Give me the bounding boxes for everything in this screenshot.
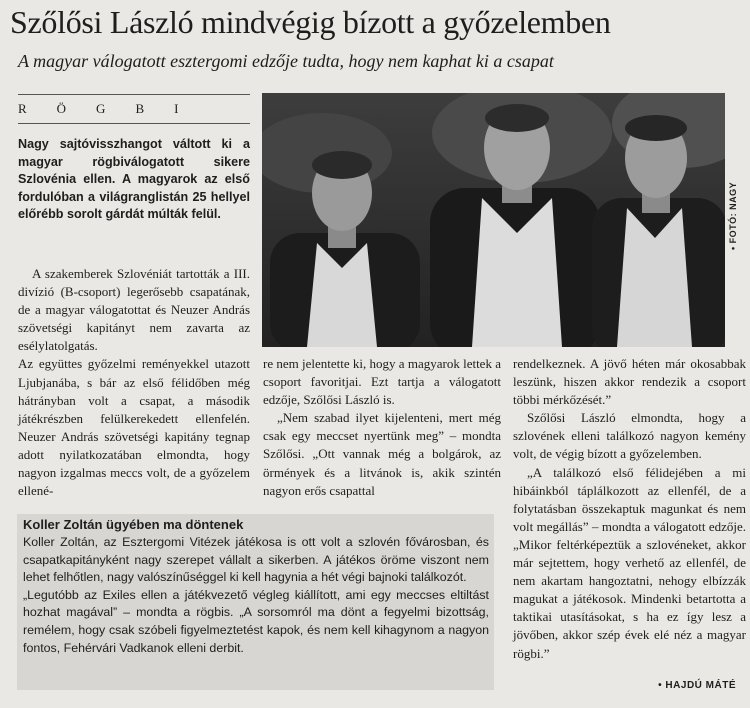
column-paragraph: A szakemberek Szlovéniát tartották a III. divízió (B-csoport) legerősebb csapatának, de a magyar válogatottat és Neuzer András szövetségi kapitányt nem zavarta az esélylatolgatás. bbox=[18, 266, 250, 354]
article-subhead: A magyar válogatott esztergomi edzője tudta, hogy nem kaphat ki a csapat bbox=[18, 51, 554, 71]
article-column-1 bbox=[18, 265, 250, 500]
column-paragraph: „Nem szabad ilyet kijelenteni, mert még csak egy meccset nyertünk meg” – mondta Szőlősi. „Ott vannak még a bolgárok, az örmények és a litvánok is, akik szintén nagyon erős csapattal bbox=[263, 410, 501, 498]
column-paragraph: Az együttes győzelmi reményekkel utazott Ljubjanába, s bár az első félidőben még hátrányban volt a csapat, a második játékrészben felülkerekedett ellenfelén. Neuzer András szövetségi kapitány tegnap adott nyilatkozatában elmondta, hogy nagyon izgalmas meccs volt, de a győzelem ellené- bbox=[18, 356, 250, 499]
sidebar-body bbox=[23, 534, 489, 657]
column-paragraph: rendelkeznek. A jövő héten már okosabbak leszünk, hiszen akkor rendezik a csoport többi mérkőzését.” bbox=[513, 356, 746, 408]
article-column-2 bbox=[263, 355, 501, 500]
article-column-3 bbox=[513, 355, 746, 663]
column-paragraph: re nem jelentette ki, hogy a magyarok lettek a csoport favoritjai. Ezt tartja a válogatott edzője, Szőlősi László is. bbox=[263, 356, 501, 408]
column-paragraph: Szőlősi László elmondta, hogy a szlovének elleni találkozó nagyon kemény volt, de végig bízott a győzelemben. bbox=[513, 410, 746, 462]
photo-credit: • FOTÓ: NAGY bbox=[728, 181, 738, 250]
article-headline: Szőlősi László mindvégig bízott a győzelemben bbox=[10, 4, 611, 40]
article-byline: • HAJDÚ MÁTÉ bbox=[658, 680, 736, 691]
column-paragraph: „A találkozó első félidejében a mi hibáinkból táplálkozott az ellenfél, de a folytatásban összekaptuk magunkat és nem volt megállás” – mondta a válogatott edzője. „Mikor feltérképeztük a szlovéneket, akkor már sejtettem, hogy verhető az ellenfél, de nem akartam hangoztatni, nehogy elbízzák magukat a játékosok. Mindenki betartotta a taktikai utasításokat, s ha ez így lesz a jövőben, akkor szép évek elé néz a magyar rögbi.” bbox=[513, 464, 746, 661]
sidebar-paragraph: Koller Zoltán, az Esztergomi Vitézek játékosa is ott volt a szlovén fővárosban, és csapatkapitányként nagy szerepet vállalt a sikerben. A játékos öröme viszont nem lehet felhőtlen, nagy valószínűséggel ki kell hagynia a hét végi bajnoki találkozót. bbox=[23, 535, 489, 585]
sidebar-title: Koller Zoltán ügyében ma döntenek bbox=[23, 517, 244, 532]
section-label: RÖGBI bbox=[18, 94, 250, 124]
article-lead: Nagy sajtóvisszhangot váltott ki a magyar rögbiválogatott sikere Szlovénia ellen. A magyarok az első fordulóban a világranglistán 25 hellyel előrébb sorolt gárdát múlták felül. bbox=[18, 137, 250, 221]
team-photo-image bbox=[262, 93, 725, 347]
team-photo bbox=[262, 93, 725, 347]
sidebar-paragraph: „Legutóbb az Exiles ellen a játékvezető végleg kiállított, ami egy meccses eltiltást hozhat magával” – mondta a rögbis. „A sorsomról ma dönt a fegyelmi bizottság, remélem, hogy csak szóbeli figyelmeztetést kapok, és nem kell kihagynom a nagyon fontos, Fehérvári Vadkanok elleni derbit. bbox=[23, 587, 489, 655]
sidebar-box bbox=[17, 514, 494, 690]
